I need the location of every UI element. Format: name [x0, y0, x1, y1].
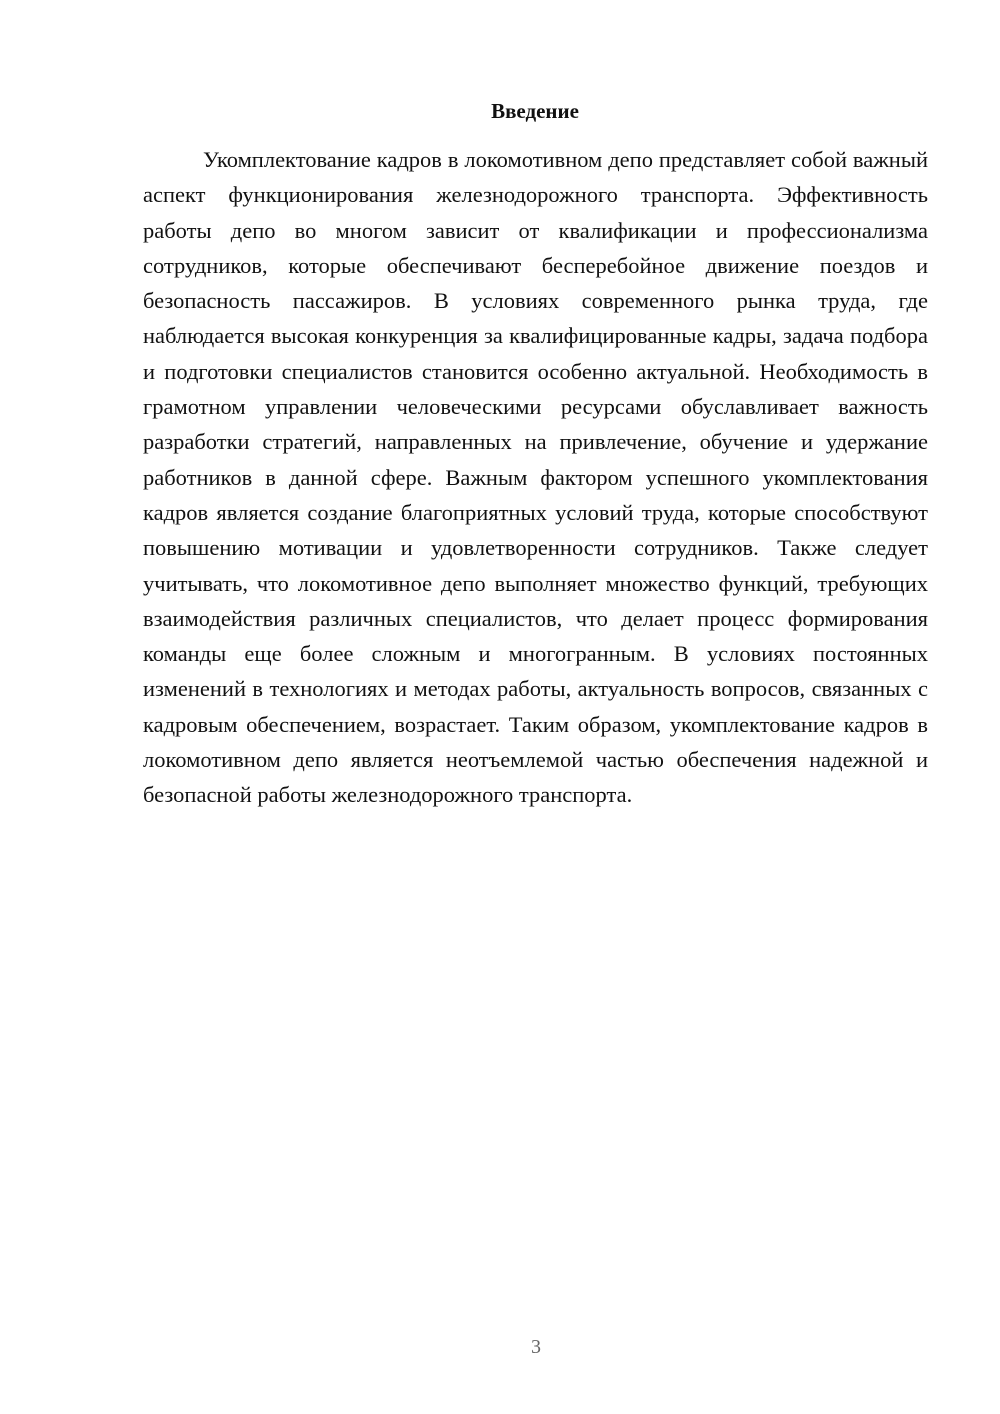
introduction-paragraph: Укомплектование кадров в локомотивном депо представляет собой важный аспект функционирования железнодорожного транспорта. Эффективность работы депо во многом зависит от квалификации и профессионализма сотрудников, которые обеспечивают бесперебойное движение поездов и безопасность пассажиров. В условиях современного рынка труда, где наблюдается высокая конкуренция за квалифицированные кадры, задача подбора и подготовки специалистов становится особенно актуальной. Необходимость в грамотном управлении человеческими ресурсами обуславливает важность разработки стратегий, направленных на привлечение, обучение и удержание работников в данной сфере. Важным фактором успешного укомплектования кадров является создание благоприятных условий труда, которые способствуют повышению мотивации и удовлетворенности сотрудников. Также следует учитывать, что локомотивное депо выполняет множество функций, требующих взаимодействия различных специалистов, что делает процесс формирования команды еще более сложным и многогранным. В условиях постоянных изменений в технологиях и методах работы, актуальность вопросов, связанных с кадровым обеспечением, возрастает. Таким образом, укомплектование кадров в локомотивном депо является неотъемлемой частью обеспечения надежной и безопасной работы железнодорожного транспорта.: [143, 147, 928, 808]
section-heading: Введение: [491, 99, 579, 123]
page-number: 3: [531, 1336, 541, 1358]
